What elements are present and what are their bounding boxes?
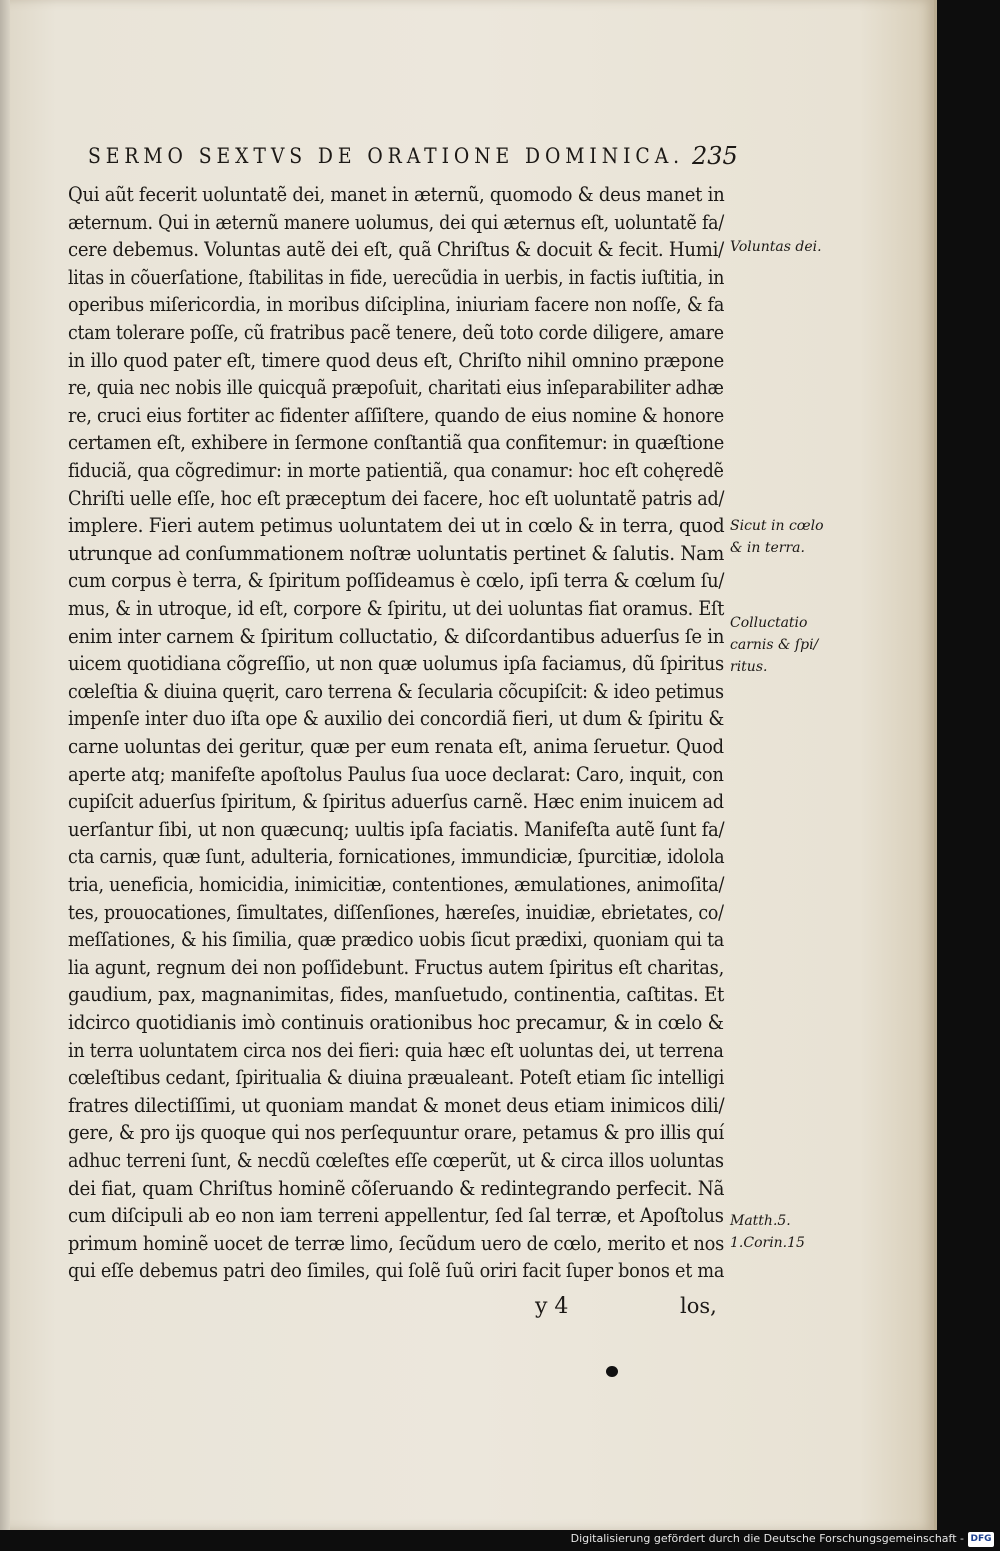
margin-note-line: Voluntas dei. [730,239,822,255]
margin-note [730,1210,805,1254]
margin-note-line: Colluctatio [730,615,808,631]
text-line: primum hominẽ uocet de terræ limo, ſecũdum uero de cœlo, merito et nos [68,1230,725,1255]
margin-note-line: & in terra. [730,540,805,556]
text-line: lia agunt, regnum dei non poſſidebunt. Fructus autem ſpiritus eſt charitas, [68,954,724,979]
text-line: meſſationes, & his ſimilia, quæ prædico uobis ſicut prædixi, quoniam qui ta [68,927,725,952]
margin-note [730,612,818,678]
text-line: Qui aũt fecerit uoluntatẽ dei, manet in æternũ, quomodo & deus manet in [68,182,725,206]
margin-note [730,236,822,258]
text-line: utrunque ad conſummationem noſtræ uoluntatis pertinet & ſalutis. Nam [68,540,725,565]
text-line: uicem quotidiana cõgreſſio, ut non quæ uolumus ipſa faciamus, dũ ſpiritus [68,651,724,676]
margin-note-line: Matth.5. [730,1213,791,1229]
text-line: cœleſtibus cedant, ſpiritualia & diuina præualeant. Poteſt etiam ſic intelligi [68,1065,725,1090]
text-line: re, cruci eius fortiter ac fidenter aſſiſtere, quando de eius nomine & honore [68,402,724,427]
signature-mark: y 4 [535,1294,569,1319]
text-line: idcirco quotidianis imò continuis orationibus hoc precamur, & in cœlo & [68,1010,724,1034]
text-line: cum diſcipuli ab eo non iam terreni appellentur, ſed ſal terræ, et Apoſtolus [68,1203,724,1228]
running-title: SERMO SEXTVS DE ORATIONE DOMINICA. [88,144,685,168]
text-line: operibus miſericordia, in moribus diſciplina, iniuriam facere non noſſe, & fa [68,292,725,317]
text-line: re, quia nec nobis ille quicquã præpoſuit, charitati eius inſeparabiliter adhæ [68,375,724,400]
text-line: impenſe inter duo iſta ope & auxilio dei concordiã fieri, ut dum & ſpiritu & [68,706,724,731]
text-line: cere debemus. Voluntas autẽ dei eſt, quã Chriſtus & docuit & fecit. Humi/ [68,237,724,262]
text-line: enim inter carnem & ſpiritum colluctatio, & diſcordantibus aduerſus ſe in [68,623,725,648]
text-line: ctam tolerare poſſe, cũ fratribus pacẽ tenere, deũ toto corde diligere, amare [68,320,724,344]
page-gutter-edge [0,0,10,1530]
text-line: carne uoluntas dei geritur, quæ per eum renata eſt, anima ſeruetur. Quod [68,734,724,758]
text-line: dei fiat, quam Chriſtus hominẽ cõſeruando & redintegrando perfecit. Nã [68,1175,725,1200]
text-line: fiduciã, qua cõgredimur: in morte patientiã, qua conamur: hoc eſt cohęredẽ [68,458,724,482]
text-line: Chriſti uelle eſſe, hoc eſt præceptum dei facere, hoc eſt uoluntatẽ patris ad/ [68,485,725,510]
text-line: gaudium, pax, magnanimitas, fides, manſuetudo, continentia, caſtitas. Et [68,982,725,1007]
text-line: in illo quod pater eſt, timere quod deus eſt, Chriſto nihil omnino præpone [68,347,724,372]
text-line: in terra uoluntatem circa nos dei fieri: quia hæc eſt uoluntas dei, ut terrena [68,1037,724,1062]
funding-credit: Digitalisierung gefördert durch die Deutsche Forschungsgemeinschaft - [570,1532,964,1545]
margin-note-line: Sicut in cœlo [730,518,824,534]
text-line: tria, ueneficia, homicidia, inimicitiæ, contentiones, æmulationes, animoſita/ [68,872,725,896]
running-head [0,138,934,178]
text-line: implere. Fieri autem petimus uoluntatem dei ut in cœlo & in terra, quod [68,513,725,538]
text-line: æternum. Qui in æternũ manere uolumus, dei qui æternus eſt, uoluntatẽ fa/ [68,209,724,234]
text-line: cum corpus è terra, & ſpiritum poſſideamus è cœlo, ipſi terra & cœlum ſu/ [68,568,725,593]
dfg-logo: DFG [968,1532,994,1547]
text-line: cœleſtia & diuina quęrit, caro terrena & ſecularia cõcupiſcit: & ideo petimus [68,678,724,703]
text-line: certamen eſt, exhibere in ſermone conſtantiã qua confitemur: in quæſtione [68,430,725,455]
text-line: litas in cõuerſatione, ſtabilitas in fide, uerecũdia in uerbis, in factis iuſtitia, in [68,264,725,289]
catchword: los, [680,1294,717,1318]
text-line: mus, & in utroque, id eſt, corpore & ſpiritu, ut dei uoluntas fiat oramus. Eſt [68,596,725,620]
text-line: qui eſſe debemus patri deo ſimiles, qui ſolẽ ſuũ oriri facit ſuper bonos et ma [68,1258,725,1283]
folio-number: 235 [692,142,738,170]
text-line: uerſantur ſibi, ut non quæcunq; uultis ipſa faciatis. Manifeſta autẽ ſunt fa/ [68,816,725,841]
margin-note-line: ritus. [730,659,768,675]
text-line: adhuc terreni ſunt, & necdũ cœleſtes eſſe cœperũt, ut & circa illos uoluntas [68,1148,724,1172]
text-line: gere, & pro ijs quoque qui nos perſequuntur orare, petamus & pro illis quí [68,1120,724,1145]
digitization-footer [0,1530,1000,1551]
margin-note-line: 1.Corin.15 [730,1235,805,1251]
ink-spot [606,1366,618,1377]
text-line: cupiſcit aduerſus ſpiritum, & ſpiritus aduerſus carnẽ. Hæc enim inuicem ad [68,789,724,814]
text-line: fratres dilectiſſimi, ut quoniam mandat & monet deus etiam inimicos dili/ [68,1092,725,1117]
text-line: aperte atq; manifeſte apoſtolus Paulus ſua uoce declarat: Caro, inquit, con [68,761,724,786]
text-line: cta carnis, quæ ſunt, adulteria, fornicationes, immundiciæ, ſpurcitiæ, idolola [68,844,725,869]
margin-note-line: carnis & ſpi/ [730,637,819,653]
margin-note [730,515,824,559]
text-line: tes, prouocationes, ſimultates, diſſenſiones, hæreſes, inuidiæ, ebrietates, co/ [68,899,724,924]
